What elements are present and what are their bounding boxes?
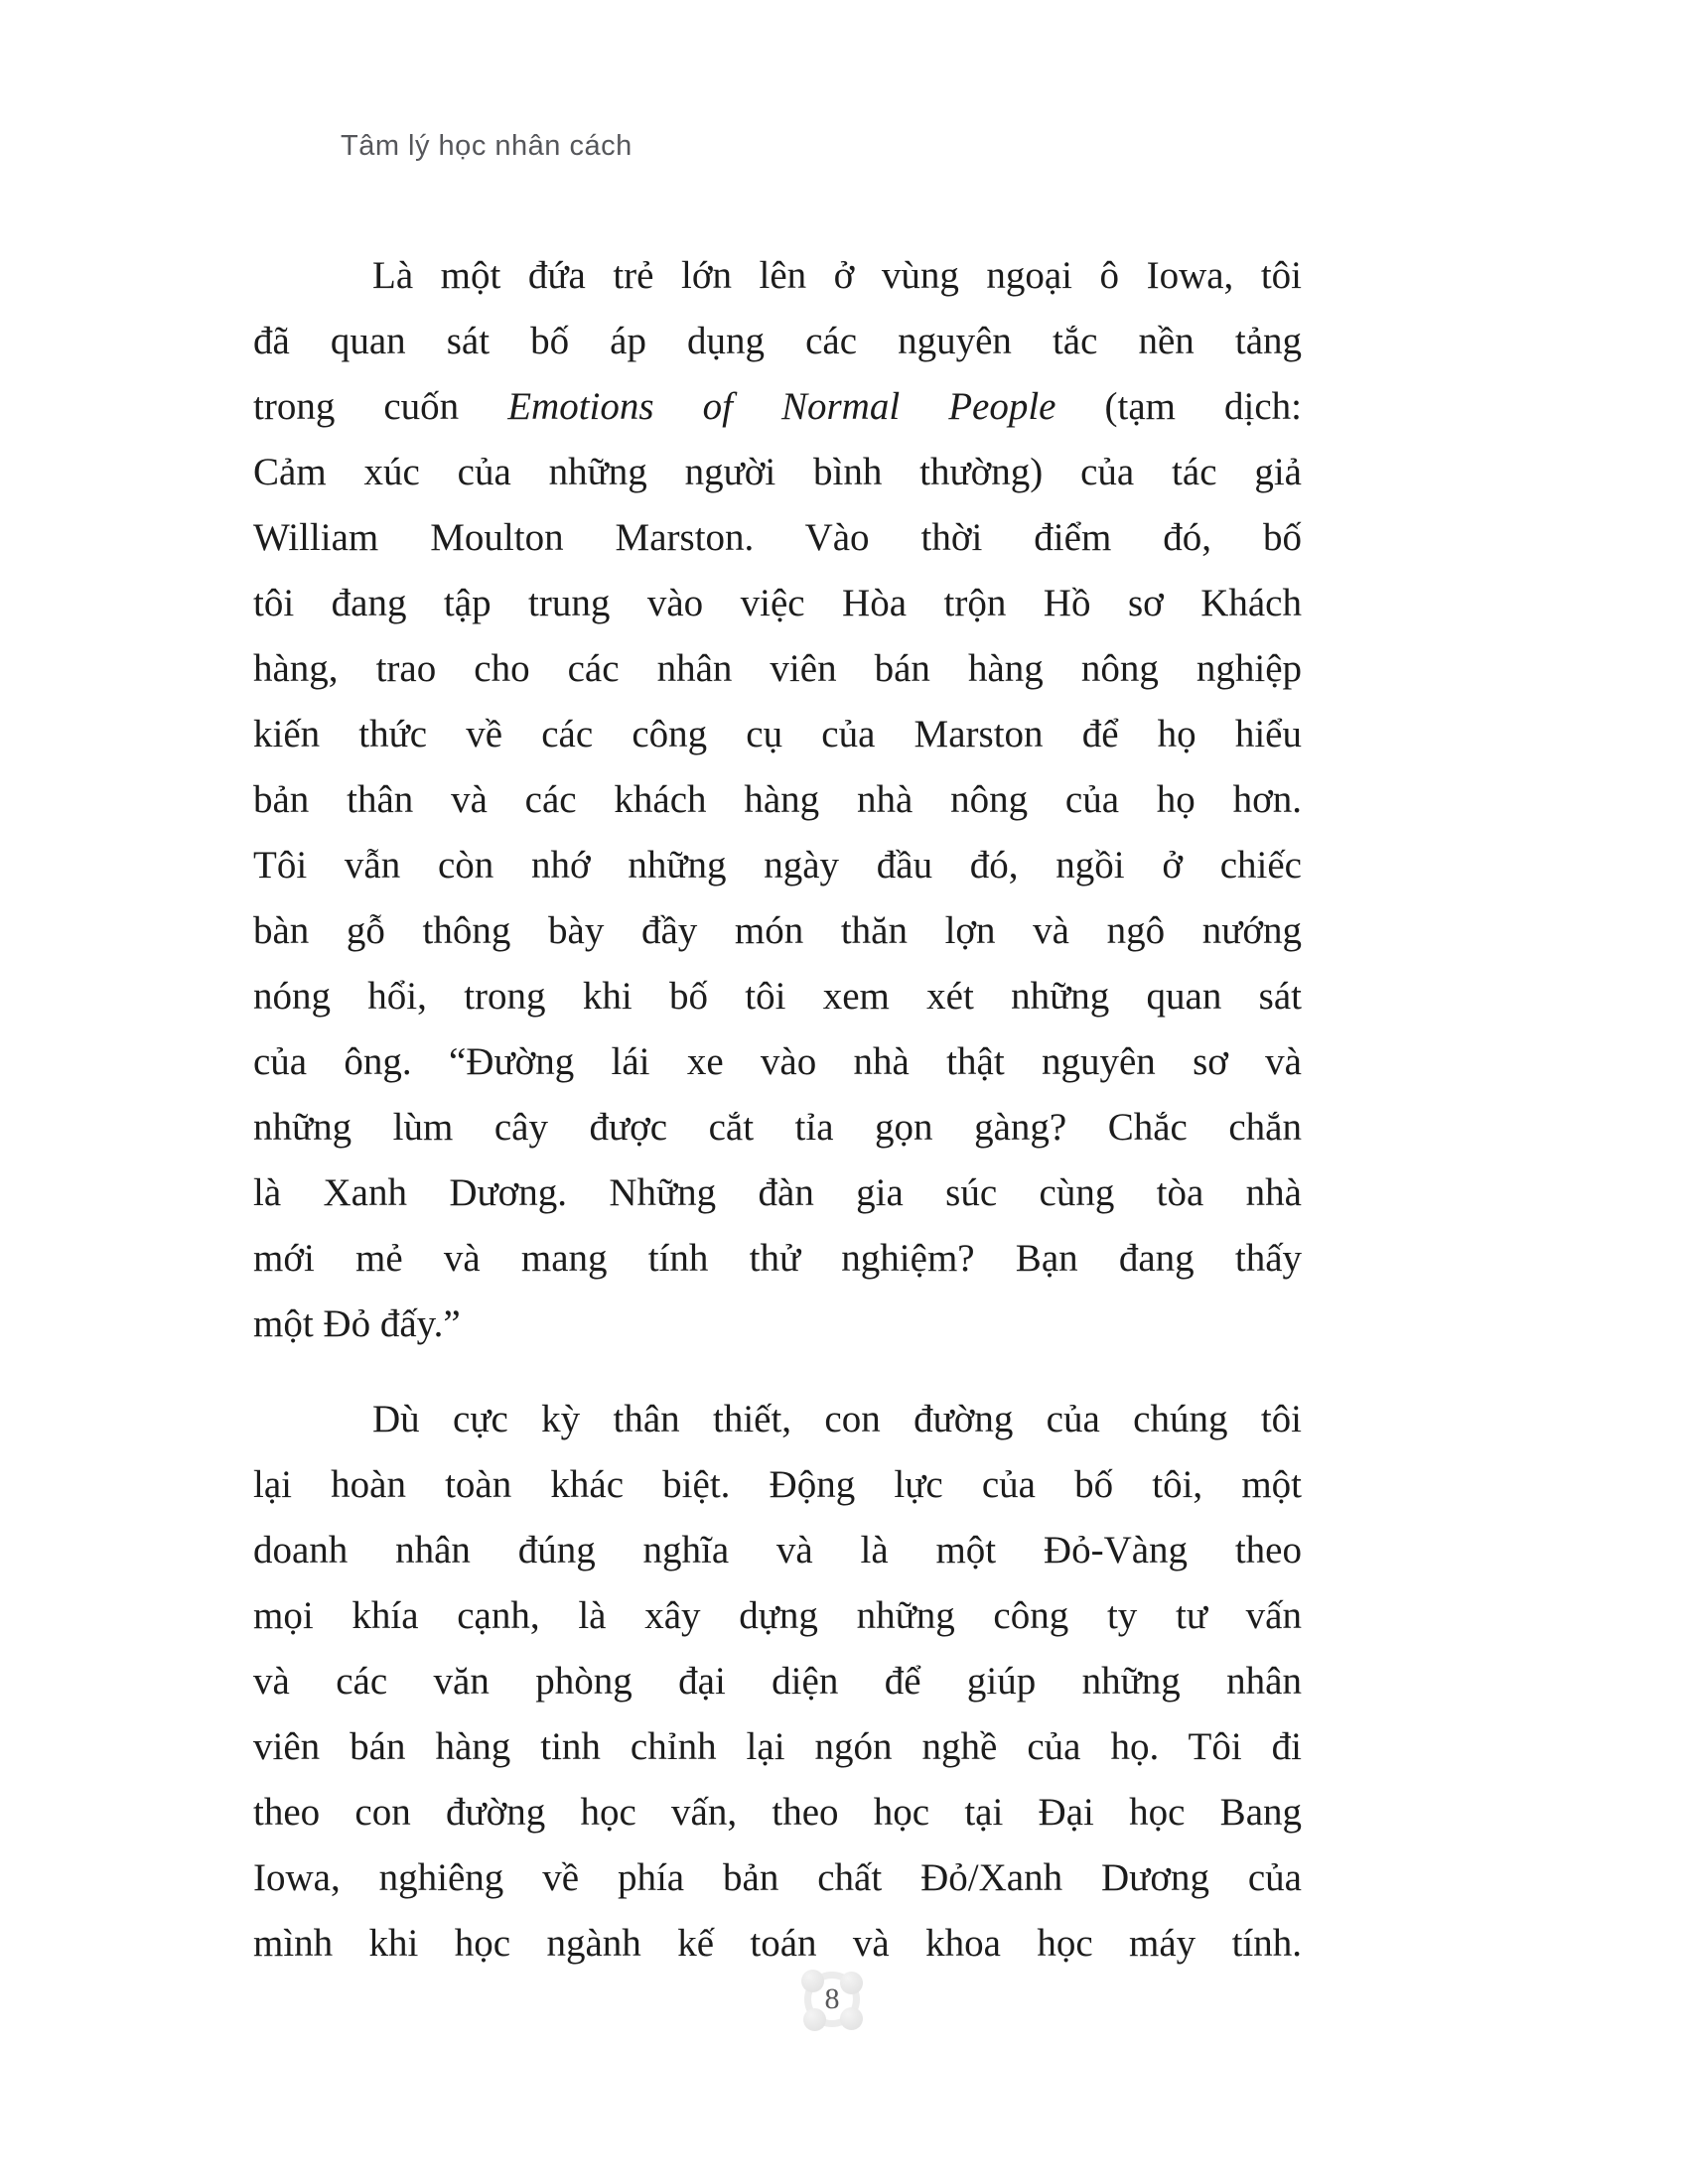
text-line: kiến thức về các công cụ của Marston để họ hiểu [253, 713, 1302, 755]
text-line: lại hoàn toàn khác biệt. Động lực của bố tôi, một [253, 1463, 1302, 1506]
text-line: Cảm xúc của những người bình thường) của tác giả [253, 451, 1302, 493]
text-line: một Đỏ đấy.” [253, 1302, 461, 1345]
text-line: nóng hổi, trong khi bố tôi xem xét những quan sát [253, 975, 1302, 1018]
running-header: Tâm lý học nhân cách [341, 130, 633, 162]
text-line: của ông. “Đường lái xe vào nhà thật nguyên sơ và [253, 1040, 1302, 1083]
text-line: tôi đang tập trung vào việc Hòa trộn Hồ sơ Khách [253, 582, 1302, 624]
text-line: Là một đứa trẻ lớn lên ở vùng ngoại ô Iowa, tôi [372, 254, 1302, 297]
text-line: mọi khía cạnh, là xây dựng những công ty tư vấn [253, 1594, 1302, 1637]
page-number-ornament [800, 1968, 864, 2031]
text-line: doanh nhân đúng nghĩa và là một Đỏ-Vàng theo [253, 1529, 1302, 1571]
text-line: trong cuốn Emotions of Normal People (tạm dịch: [253, 385, 1303, 428]
text-line: viên bán hàng tinh chỉnh lại ngón nghề của họ. Tôi đi [253, 1725, 1302, 1768]
text-line: là Xanh Dương. Những đàn gia súc cùng tòa nhà [253, 1171, 1302, 1214]
text-line: đã quan sát bố áp dụng các nguyên tắc nền tảng [253, 320, 1302, 362]
text-line: Dù cực kỳ thân thiết, con đường của chúng tôi [372, 1398, 1302, 1440]
text-line: theo con đường học vấn, theo học tại Đại học Bang [253, 1791, 1302, 1834]
body-text [253, 243, 1302, 1977]
italic-book-title: Emotions of Normal People [507, 385, 1056, 428]
text-line: và các văn phòng đại diện để giúp những nhân [253, 1660, 1302, 1703]
text-line: Tôi vẫn còn nhớ những ngày đầu đó, ngồi ở chiếc [253, 844, 1302, 887]
text-line: bàn gỗ thông bày đầy món thăn lợn và ngô nướng [253, 909, 1302, 952]
text-line: hàng, trao cho các nhân viên bán hàng nông nghiệp [253, 647, 1302, 690]
text-line: William Moulton Marston. Vào thời điểm đó, bố [253, 516, 1302, 559]
text-line: bản thân và các khách hàng nhà nông của họ hơn. [253, 778, 1302, 821]
text-line: Iowa, nghiêng về phía bản chất Đỏ/Xanh Dương của [253, 1856, 1302, 1899]
text-line: những lùm cây được cắt tỉa gọn gàng? Chắc chắn [253, 1106, 1302, 1149]
paragraph [253, 243, 1302, 1357]
text-line: mới mẻ và mang tính thử nghiệm? Bạn đang thấy [253, 1237, 1302, 1280]
text-line: mình khi học ngành kế toán và khoa học máy tính. [253, 1922, 1302, 1965]
paragraph [253, 1387, 1302, 1977]
page-number: 8 [824, 1982, 840, 2015]
